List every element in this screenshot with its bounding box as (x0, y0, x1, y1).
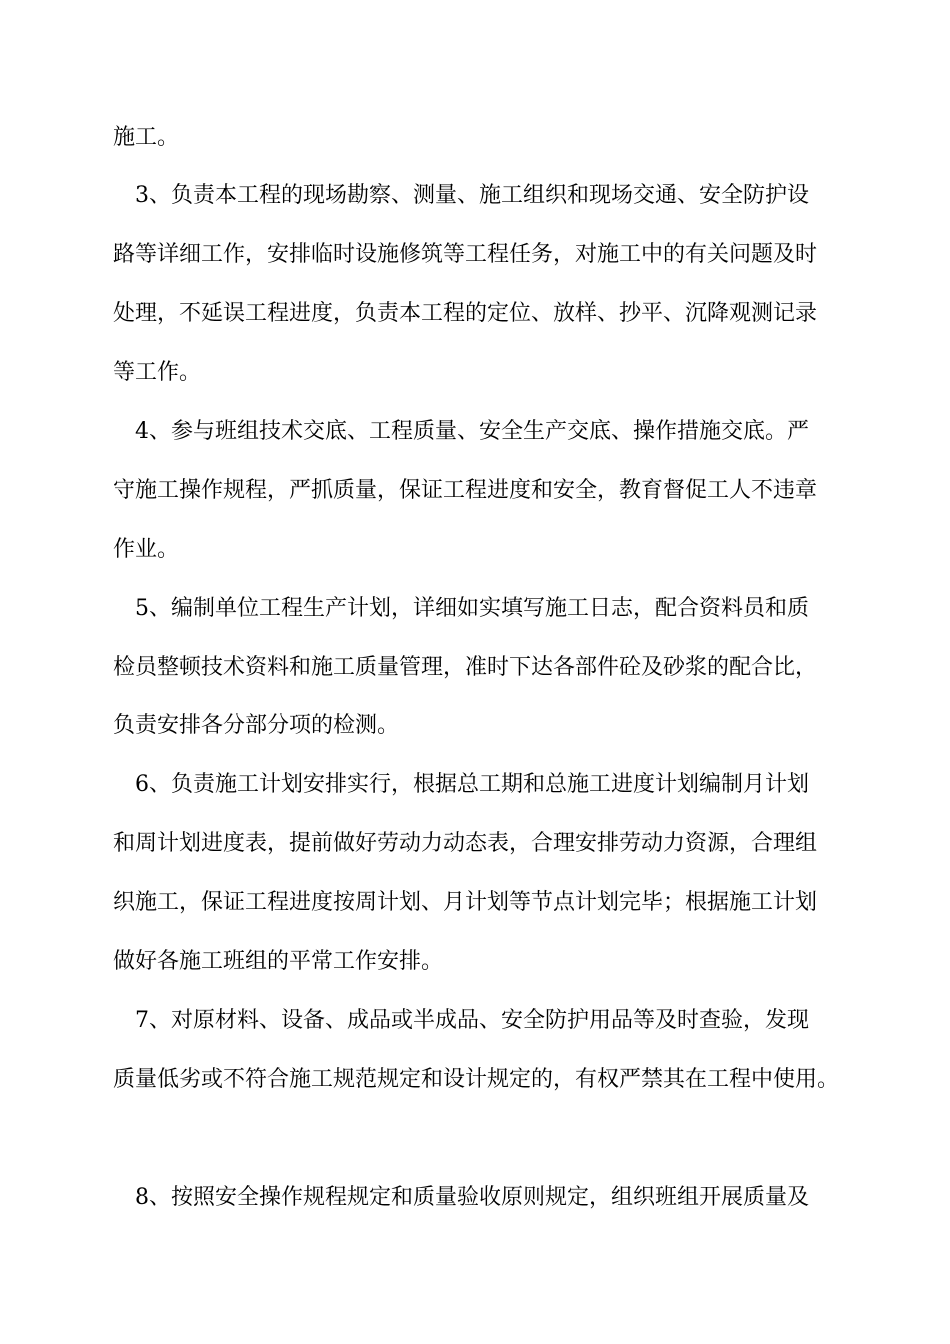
line-text: 等工作。 (113, 360, 202, 385)
line-text: 路等详细工作，安排临时设施修筑等工程任务，对施工中的有关问题及时 (113, 242, 818, 267)
paragraph-line (0, 883, 950, 923)
line-text: 7、对原材料、设备、成品或半成品、安全防护用品等及时查验，发现 (135, 1008, 809, 1033)
paragraph-line (0, 942, 950, 982)
line-text: 施工。 (113, 125, 180, 150)
paragraph-line (0, 706, 950, 746)
line-text: 4、参与班组技术交底、工程质量、安全生产交底、操作措施交底。严 (135, 419, 809, 444)
line-text: 和周计划进度表，提前做好劳动力动态表，合理安排劳动力资源，合理组 (113, 831, 818, 856)
paragraph-line (0, 1060, 950, 1100)
line-text: 处理，不延误工程进度，负责本工程的定位、放样、抄平、沉降观测记录 (113, 301, 818, 326)
line-text: 作业。 (113, 537, 180, 562)
paragraph-line (0, 412, 950, 452)
paragraph-line (0, 824, 950, 864)
paragraph-line (0, 648, 950, 688)
paragraph-line (0, 235, 950, 275)
paragraph-line (0, 471, 950, 511)
line-text: 检员整顿技术资料和施工质量管理，准时下达各部件砼及砂浆的配合比， (113, 655, 818, 680)
paragraph-line (0, 530, 950, 570)
line-text: 8、按照安全操作规程规定和质量验收原则规定，组织班组开展质量及 (135, 1185, 809, 1210)
line-text: 守施工操作规程，严抓质量，保证工程进度和安全，教育督促工人不违章 (113, 478, 818, 503)
line-text: 负责安排各分部分项的检测。 (113, 713, 400, 738)
paragraph-line (0, 294, 950, 334)
paragraph-line (0, 353, 950, 393)
paragraph-line (0, 176, 950, 216)
paragraph-line (0, 765, 950, 805)
line-text: 做好各施工班组的平常工作安排。 (113, 949, 444, 974)
line-text: 织施工，保证工程进度按周计划、月计划等节点计划完毕；根据施工计划 (113, 890, 818, 915)
paragraph-line (0, 1178, 950, 1218)
line-text: 3、负责本工程的现场勘察、测量、施工组织和现场交通、安全防护设 (135, 183, 809, 208)
line-text: 质量低劣或不符合施工规范规定和设计规定的，有权严禁其在工程中使用。 (113, 1067, 840, 1092)
line-text: 5、编制单位工程生产计划，详细如实填写施工日志，配合资料员和质 (135, 596, 809, 621)
paragraph-line (0, 1001, 950, 1041)
paragraph-line (0, 118, 950, 158)
line-text: 6、负责施工计划安排实行，根据总工期和总施工进度计划编制月计划 (135, 772, 809, 797)
paragraph-line (0, 589, 950, 629)
